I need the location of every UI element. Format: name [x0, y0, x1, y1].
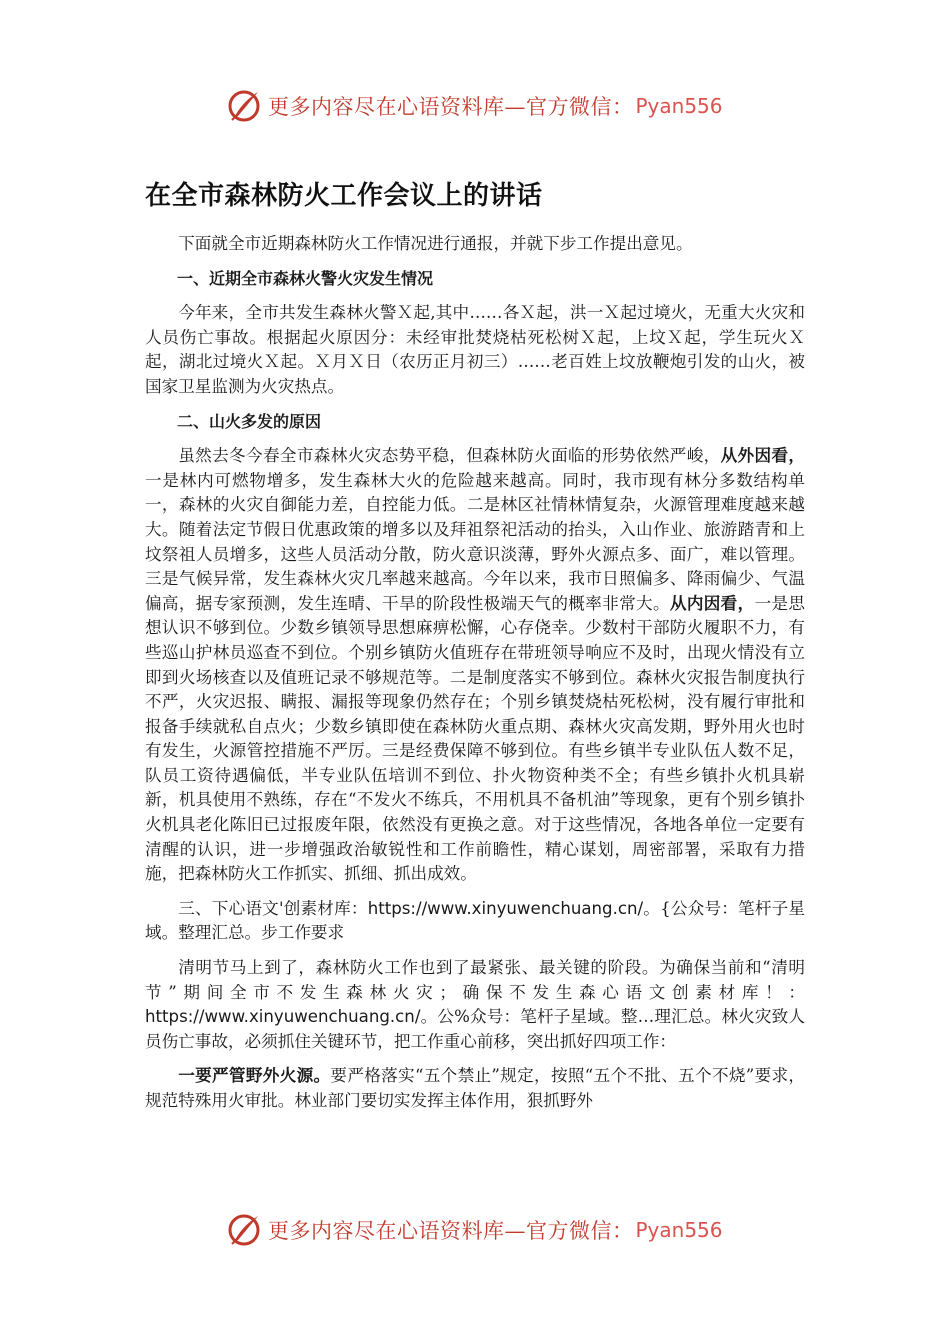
section-3-text-1a: 清明节马上到了，森林防火工作也到了最紧张、最关键的阶段。为确保当前和“清明节”期间全市不发生森林火灾；确保不发生森心语文创素材库！：	[145, 958, 805, 1002]
section-3-paragraph-2	[145, 1064, 805, 1113]
section-3-paragraph-1	[145, 956, 805, 1054]
section-2-text-1: 虽然去冬今春全市森林火灾态势平稳，但森林防火面临的形势依然严峻，	[178, 446, 721, 466]
section-3-heading-b: 。{公众号：笔杆子星域。整理汇总。步工作要求	[145, 898, 806, 943]
section-3-heading	[145, 897, 805, 946]
footer-banner	[226, 1210, 746, 1250]
section-3-text-2: 要严格落实“五个禁止”规定，按照“五个不批、五个不烧”要求，规范特殊用火审批。林业部门要切实发挥主体作用，狠抓野外	[145, 1066, 806, 1110]
quill-logo-icon	[226, 1212, 262, 1248]
document-title: 在全市森林防火工作会议上的讲话	[145, 181, 543, 211]
banner-text: 更多内容尽在心语资料库—官方微信：	[268, 1219, 634, 1243]
section-3-url: https://www.xinyuwenchuang.cn/	[367, 898, 644, 918]
section-2-paragraph	[145, 444, 805, 887]
section-2-text-3: 一是思想认识不够到位。少数乡镇领导思想麻痹松懈，心存侥幸。少数村干部防火履职不力，有些巡山护林员巡查不到位。个别乡镇防火值班存在带班领导响应不及时，出现火情没有立即到火场核查以及值班记录不够规范等。二是制度落实不够到位。森林火灾报告制度执行不严，火灾迟报、瞒报、漏报等现象仍然存在；个别乡镇焚烧枯死松树，没有履行审批和报备手续就私自点火；少数乡镇即使在森林防火重点期、森林火灾高发期，野外用火也时有发生，火源管控措施不严厉。三是经费保障不够到位。有些乡镇半专业队伍人数不足，队员工资待遇偏低，半专业队伍培训不到位、扑火物资种类不全；有些乡镇扑火机具崭新，机具使用不熟练，存在“不发火不练兵，不用机具不备机油”等现象，更有个别乡镇扑火机具老化陈旧已过报废年限，依然没有更换之意。对于这些情况，各地各单位一定要有清醒的认识，进一步增强政治敏锐性和工作前瞻性，精心谋划，周密部署，采取有力措施，把森林防火工作抓实、抓细、抓出成效。	[145, 593, 806, 884]
section-1-heading: 一、近期全市森林火警火灾发生情况	[177, 268, 434, 288]
header-banner	[226, 86, 746, 126]
section-3-heading-a: 三、下心语文'创素材库：	[178, 898, 368, 918]
document-body	[145, 232, 805, 1114]
banner-wechat-id: Pyan556	[635, 1218, 723, 1242]
intro-paragraph: 下面就全市近期森林防火工作情况进行通报，并就下步工作提出意见。	[178, 234, 693, 253]
banner-wechat-id: Pyan556	[635, 94, 723, 118]
internal-causes-label: 从内因看，	[669, 593, 755, 613]
section-3-paragraph-url: https://www.xinyuwenchuang.cn/	[145, 1007, 421, 1027]
section-3-text-1b: 。公%众号：笔杆子星域。整…理汇总。林火灾致人员伤亡事故，必须抓住关键环节，把工作重心前移，突出抓好四项工作：	[145, 1007, 805, 1051]
quill-logo-icon	[226, 88, 262, 124]
section-2-heading: 二、山火多发的原因	[177, 411, 322, 431]
banner-text: 更多内容尽在心语资料库—官方微信：	[268, 95, 634, 119]
section-1-paragraph: 今年来，全市共发生森林火警Ｘ起,其中……各Ｘ起，洪一Ｘ起过境火，无重大火灾和人员伤亡事故。根据起火原因分：未经审批焚烧枯死松树Ｘ起，上坟Ｘ起，学生玩火Ｘ起，湖北过境火Ｘ起。Ｘ月Ｘ日（农历正月初三）……老百姓上坟放鞭炮引发的山火，被国家卫星监测为火灾热点。	[145, 303, 805, 396]
section-2-text-2: 一是林内可燃物增多，发生森林大火的危险越来越高。同时，我市现有林分多数结构单一，森林的火灾自御能力差，自控能力低。二是林区社情林情复杂，火源管理难度越来越大。随着法定节假日优惠政策的增多以及拜祖祭祀活动的抬头，入山作业、旅游踏青和上坟祭祖人员增多，这些人员活动分散，防火意识淡薄，野外火源点多、面广，难以管理。三是气候异常，发生森林火灾几率越来越高。今年以来，我市日照偏多、降雨偏少、气温偏高，据专家预测，发生连晴、干旱的阶段性极端天气的概率非常大。	[145, 470, 805, 613]
item-1-label: 一要严管野外火源。	[178, 1066, 331, 1086]
external-causes-label: 从外因看，	[720, 446, 806, 466]
